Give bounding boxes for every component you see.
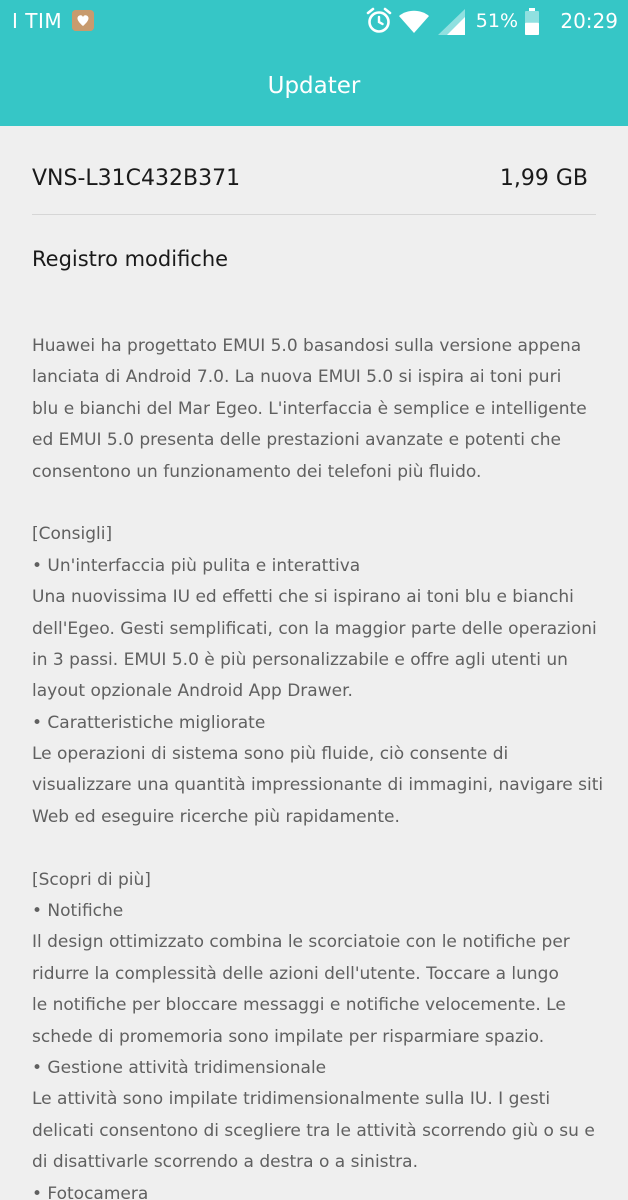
app-notification-icon <box>72 10 94 31</box>
paragraph-spacer <box>32 488 602 519</box>
divider <box>32 214 596 215</box>
status-bar <box>0 0 628 44</box>
changelog-text <box>32 331 602 1200</box>
changelog-line: lanciata di Android 7.0. La nuova EMUI 5.0 si ispira ai toni puri <box>32 367 562 388</box>
changelog-line: dell'Egeo. Gesti semplificati, con la maggior parte delle operazioni <box>32 618 597 639</box>
changelog-line: Le attività sono impilate tridimensionalmente sulla IU. I gesti <box>32 1089 551 1110</box>
battery-percent: 51% <box>475 10 518 32</box>
alarm-icon <box>365 7 393 39</box>
update-details[interactable] <box>0 126 628 1200</box>
changelog-line: Le operazioni di sistema sono più fluide, ciò consente di <box>32 744 509 765</box>
changelog-line: le notifiche per bloccare messaggi e notifiche velocemente. Le <box>32 995 566 1016</box>
changelog-bullet: • Notifiche <box>32 901 124 922</box>
changelog-line: ed EMUI 5.0 presenta delle prestazioni avanzate e potenti che <box>32 430 561 451</box>
changelog-line: di disattivarle scorrendo a destra o a sinistra. <box>32 1152 418 1173</box>
changelog-bullet: • Caratteristiche migliorate <box>32 712 266 733</box>
carrier-name: I TIM <box>12 9 63 33</box>
signal-icon <box>438 9 466 39</box>
page-title: Updater <box>267 73 361 99</box>
changelog-section-heading: [Consigli] <box>32 524 113 545</box>
changelog-bullet: • Un'interfaccia più pulita e interattiva <box>32 555 361 576</box>
changelog-line: visualizzare una quantità impressionante di immagini, navigare siti <box>32 775 604 796</box>
changelog-line: Una nuovissima IU ed effetti che si ispirano ai toni blu e bianchi <box>32 587 574 608</box>
changelog-line: consentono un funzionamento dei telefoni più fluido. <box>32 461 482 482</box>
paragraph-spacer <box>32 833 602 864</box>
changelog-line: Web ed eseguire ricerche più rapidamente. <box>32 806 400 827</box>
changelog-bullet: • Gestione attività tridimensionale <box>32 1057 327 1078</box>
changelog-title: Registro modifiche <box>32 247 229 271</box>
clock: 20:29 <box>560 9 618 33</box>
changelog-line: blu e bianchi del Mar Egeo. L'interfaccia è semplice e intelligente <box>32 398 587 419</box>
changelog-line: Huawei ha progettato EMUI 5.0 basandosi sulla versione appena <box>32 336 582 356</box>
changelog-line: in 3 passi. EMUI 5.0 è più personalizzabile e offre agli utenti un <box>32 649 568 670</box>
app-bar <box>0 44 628 126</box>
changelog-line: ridurre la complessità delle azioni dell'utente. Toccare a lungo <box>32 963 559 984</box>
version-name: VNS-L31C432B371 <box>32 166 241 191</box>
update-package-row <box>32 164 588 194</box>
changelog-line: delicati consentono di scegliere tra le attività scorrendo giù o su e <box>32 1120 595 1141</box>
package-size: 1,99 GB <box>499 166 588 191</box>
wifi-icon <box>398 9 430 39</box>
changelog-line: Il design ottimizzato combina le scorciatoie con le notifiche per <box>32 932 570 953</box>
changelog-line: layout opzionale Android App Drawer. <box>32 681 353 702</box>
changelog-line: schede di promemoria sono impilate per risparmiare spazio. <box>32 1026 545 1047</box>
changelog-bullet: • Fotocamera <box>32 1183 149 1200</box>
battery-icon <box>524 8 540 40</box>
changelog-section-heading: [Scopri di più] <box>32 869 151 890</box>
